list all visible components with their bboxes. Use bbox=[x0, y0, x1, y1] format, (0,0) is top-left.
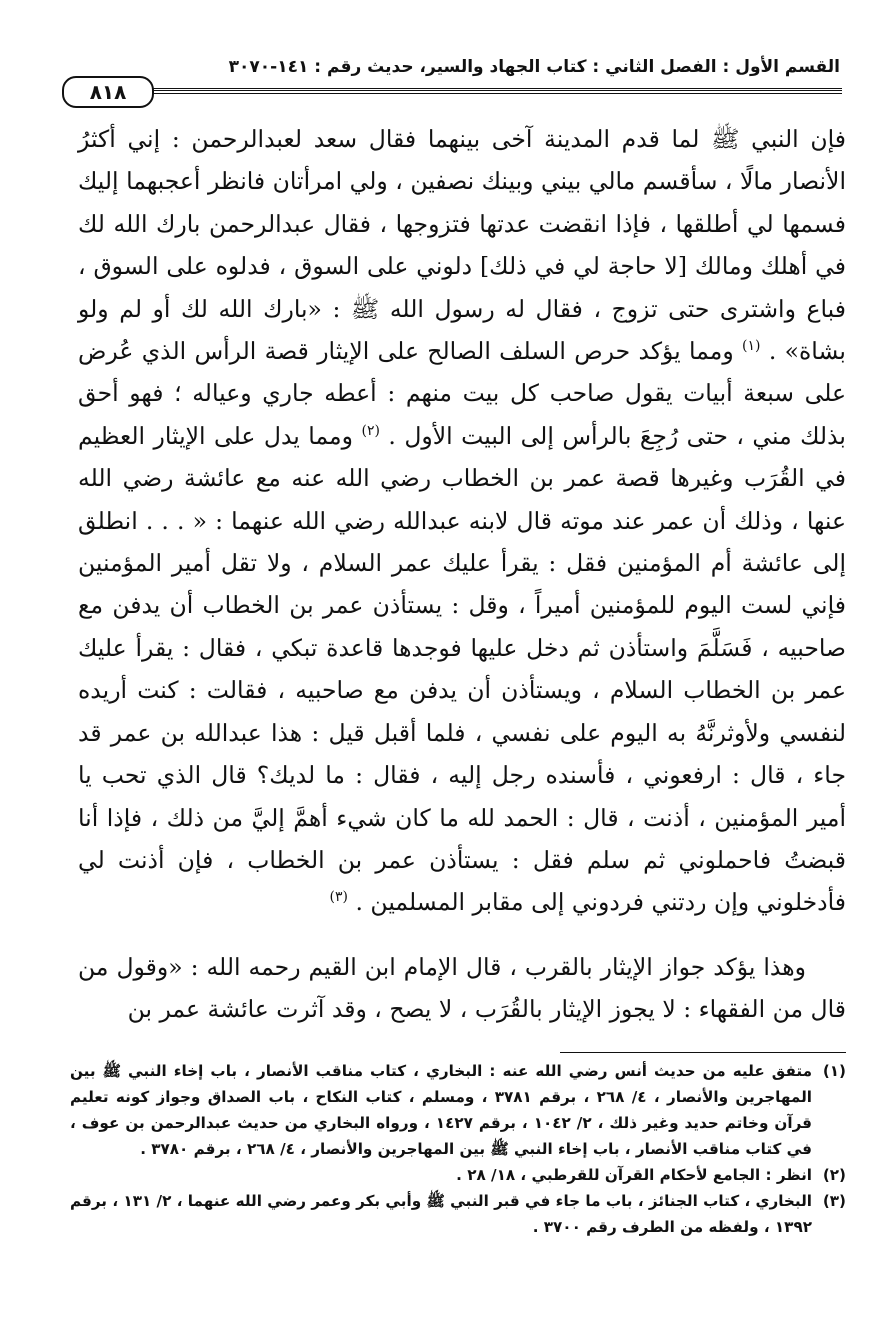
paragraph-1-part-b: ومما يؤكد حرص السلف الصالح على الإيثار قصة الرأس الذي عُرض على سبعة أبيات يقول صاحب كل بيت منهم : أعطه جاري وعياله ؛ فهو أحق بذلك مني ، حتى رُجِعَ بالرأس إلى البيت الأول . bbox=[78, 337, 846, 450]
footnote-number: (٣) bbox=[822, 1192, 846, 1210]
header-rule bbox=[150, 88, 842, 94]
paragraph-1-part-a: فإن النبي ﷺ لما قدم المدينة آخى بينهما فقال سعد لعبدالرحمن : إني أكثرُ الأنصار مالًا ، سأقسم مالي بيني وبينك نصفين ، ولي امرأتان فانظر أعجبهما إليك فسمها لي أطلقها ، فإذا انقضت عدتها فتزوجها ، فقال عبدالرحمن بارك الله لك في أهلك ومالك [لا حاجة لي في ذلك] دلوني على السوق ، فدلوه على السوق ، فباع واشترى حتى تزوج ، فقال له رسول الله ﷺ : «بارك الله لك أو لم ولو بشاة» . bbox=[78, 125, 846, 366]
footnote-rule bbox=[560, 1052, 846, 1053]
footnote-ref-2: (٢) bbox=[361, 423, 380, 440]
footnote-1 bbox=[70, 1058, 846, 1162]
footnote-3 bbox=[70, 1188, 846, 1240]
footnote-text: متفق عليه من حديث أنس رضي الله عنه : البخاري ، كتاب مناقب الأنصار ، باب إخاء النبي ﷺ بين المهاجرين والأنصار ، ٤/ ٢٦٨ ، برقم ٣٧٨١ ، ومسلم ، كتاب النكاح ، باب الصداق وجواز كونه تعليم قرآن وخاتم حديد وغير ذلك ، ٢/ ١٠٤٢ ، برقم ١٤٢٧ ، ورواه البخاري من حديث عبدالرحمن بن عوف ، في كتاب مناقب الأنصار ، باب إخاء النبي ﷺ بين المهاجرين والأنصار ، ٤/ ٢٦٨ ، برقم ٣٧٨٠ . bbox=[70, 1062, 812, 1158]
paragraph-2: وهذا يؤكد جواز الإيثار بالقرب ، قال الإمام ابن القيم رحمه الله : «وقول من قال من الفقهاء : لا يجوز الإيثار بالقُرَب ، لا يصح ، وقد آثرت عائشة عمر بن bbox=[78, 952, 846, 1024]
footnote-number: (٢) bbox=[822, 1166, 846, 1184]
page-number: ٨١٨ bbox=[62, 76, 154, 108]
footnotes bbox=[70, 1058, 846, 1240]
paragraph-1-part-c: ومما يدل على الإيثار العظيم في القُرَب وغيرها قصة عمر بن الخطاب رضي الله عنه مع عائشة رضي الله عنها ، وذلك أن عمر عند موته قال لابنه عبدالله رضي الله عنهما : « . . . انطلق إلى عائشة أم المؤمنين فقل : يقرأ عليك عمر السلام ، ولا تقل أمير المؤمنين فإني لست اليوم للمؤمنين أميراً ، وقل : يستأذن عمر بن الخطاب أن يدفن مع صاحبيه ، فَسَلَّمَ واستأذن ثم دخل عليها فوجدها قاعدة تبكي ، فقال : يقرأ عليك عمر بن الخطاب السلام ، ويستأذن أن يدفن مع صاحبيه ، فقالت : كنت أريده لنفسي ولأوثرنَّهُ به اليوم على نفسي ، فلما أقبل قيل : هذا عبدالله بن عمر قد جاء ، قال : ارفعوني ، فأسنده رجل إليه ، فقال : ما لديك؟ قال الذي تحب يا أمير المؤمنين ، أذنت ، قال : الحمد لله ما كان شيء أهمَّ إليَّ من ذلك ، فإذا أنا قبضتُ فاحملوني ثم سلم فقل : يستأذن عمر بن الخطاب ، فإن أذنت لي فأدخلوني وإن ردتني فردوني إلى مقابر المسلمين . bbox=[78, 421, 846, 917]
footnote-number: (١) bbox=[822, 1062, 846, 1080]
running-head: القسم الأول : الفصل الثاني : كتاب الجهاد والسير، حديث رقم : ١٤١-٣٠٧٠ bbox=[228, 57, 840, 77]
footnote-ref-3: (٣) bbox=[329, 889, 348, 906]
footnote-ref-1: (١) bbox=[742, 338, 761, 355]
main-text bbox=[78, 118, 846, 1031]
footnote-text: البخاري ، كتاب الجنائز ، باب ما جاء في قبر النبي ﷺ وأبي بكر وعمر رضي الله عنهما ، ٢/ ١٣١ ، برقم ١٣٩٢ ، ولفظه من الطرف رقم ٣٧٠٠ . bbox=[70, 1192, 812, 1236]
paragraph-1 bbox=[78, 118, 846, 924]
footnote-2 bbox=[70, 1162, 846, 1188]
footnote-text: انظر : الجامع لأحكام القرآن للقرطبي ، ١٨/ ٢٨ . bbox=[456, 1166, 812, 1184]
